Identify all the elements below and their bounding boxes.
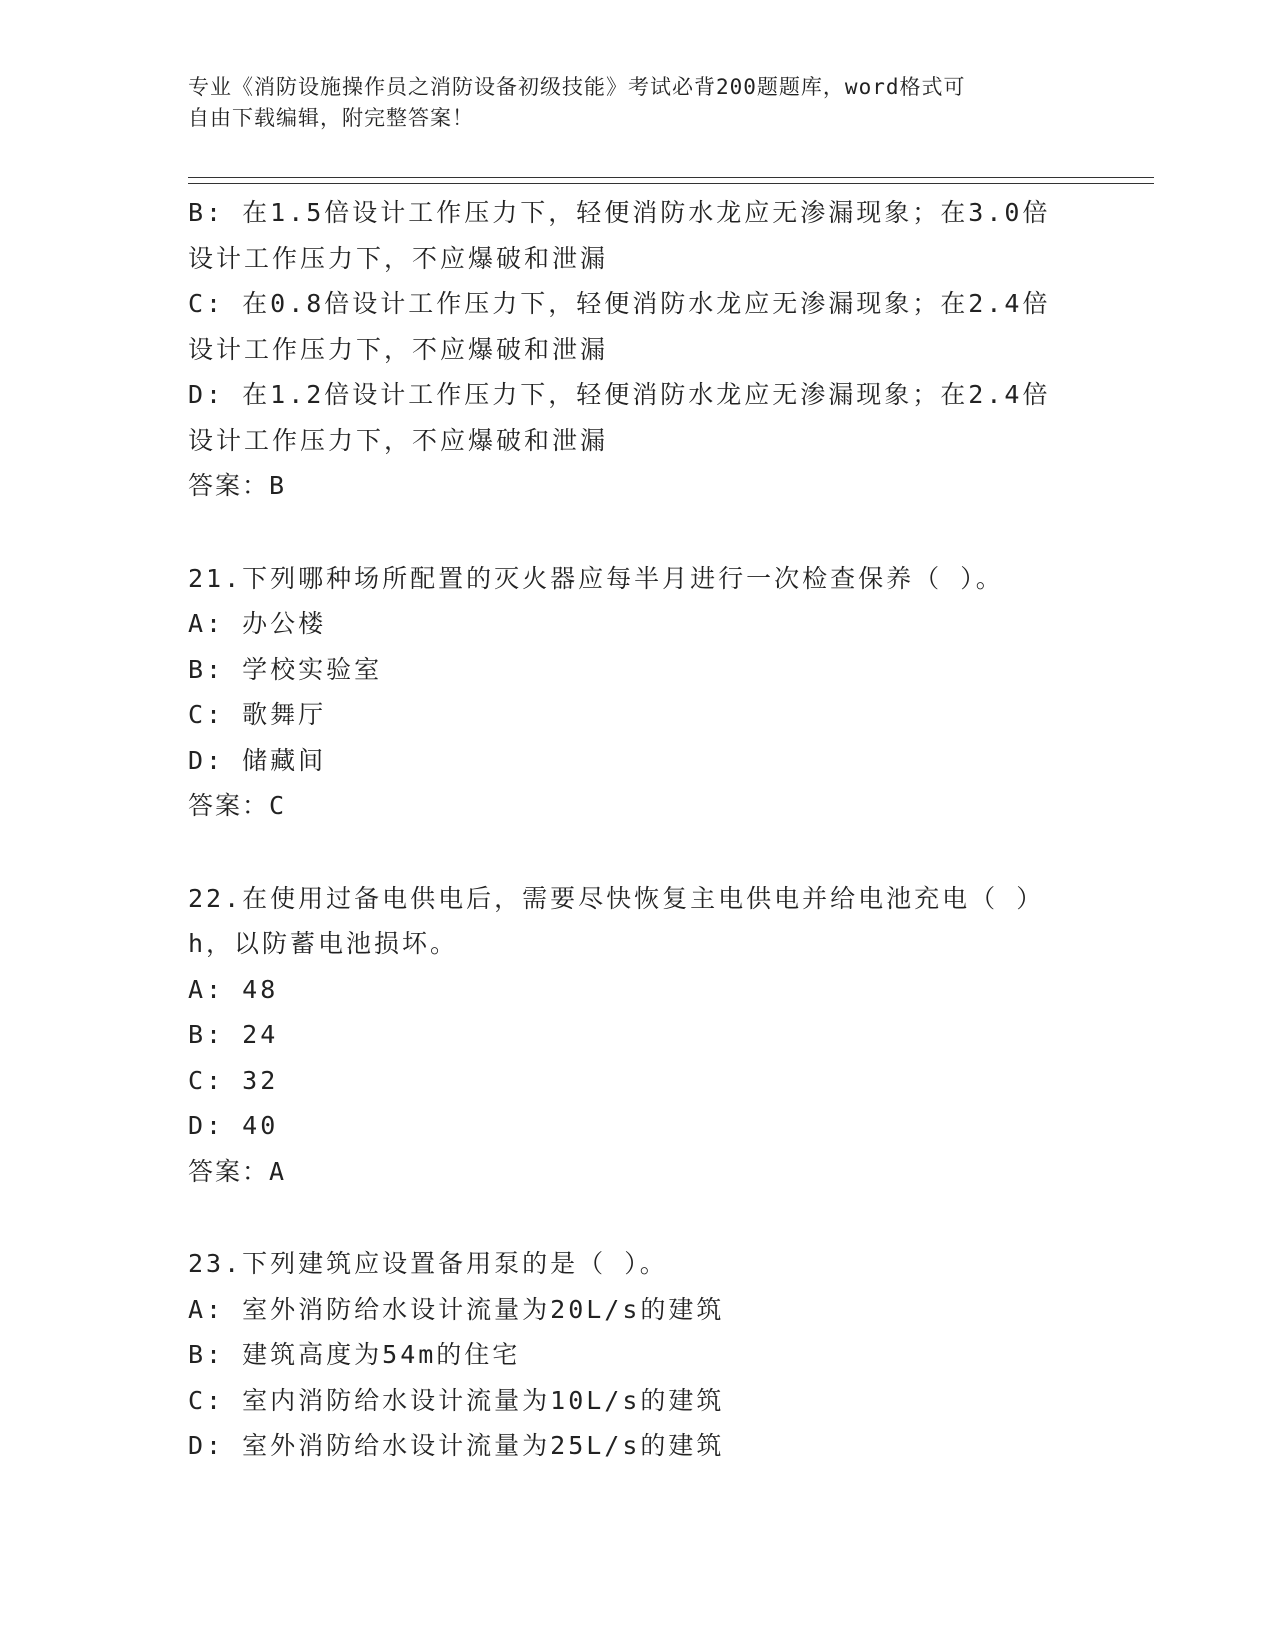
question-23: [188, 1241, 1088, 1469]
q22-option-d: D: 40: [188, 1111, 279, 1140]
q20-option-b-line-1: B: 在1.5倍设计工作压力下，轻便消防水龙应无渗漏现象；在3.0倍: [188, 198, 1051, 227]
q22-answer: 答案：A: [188, 1156, 287, 1186]
document-header: [188, 72, 1068, 134]
spacer: [188, 1194, 1088, 1241]
question-21: [188, 556, 1088, 829]
header-title-line-2: 自由下载编辑，附完整答案！: [188, 106, 474, 130]
q21-option-a: A: 办公楼: [188, 609, 327, 638]
q21-option-c: C: 歌舞厅: [188, 700, 327, 729]
header-divider-top: [188, 177, 1154, 178]
q21-option-b: B: 学校实验室: [188, 654, 383, 684]
q20-option-b-line-2: 设计工作压力下，不应爆破和泄漏: [188, 243, 609, 273]
header-title-line-1: 专业《消防设施操作员之消防设备初级技能》考试必背200题题库，word格式可: [188, 75, 966, 99]
q20-option-d-line-1: D: 在1.2倍设计工作压力下，轻便消防水龙应无渗漏现象；在2.4倍: [188, 380, 1051, 409]
question-20-tail: [188, 190, 1088, 509]
q23-option-c: C: 室内消防给水设计流量为10L/s的建筑: [188, 1385, 725, 1415]
q20-option-d-line-2: 设计工作压力下，不应爆破和泄漏: [188, 425, 609, 455]
q21-answer: 答案：C: [188, 791, 287, 820]
q22-stem-line-2: h，以防蓄电池损坏。: [188, 929, 459, 958]
q22-option-c: C: 32: [188, 1065, 279, 1095]
spacer: [188, 509, 1088, 556]
q23-option-d: D: 室外消防给水设计流量为25L/s的建筑: [188, 1431, 725, 1460]
q22-option-a: A: 48: [188, 974, 279, 1004]
q20-answer: 答案：B: [188, 471, 287, 500]
q20-option-c-line-1: C: 在0.8倍设计工作压力下，轻便消防水龙应无渗漏现象；在2.4倍: [188, 289, 1051, 318]
question-content: [188, 190, 1088, 1469]
spacer: [188, 829, 1088, 876]
header-divider-bottom: [188, 183, 1154, 184]
q23-option-a: A: 室外消防给水设计流量为20L/s的建筑: [188, 1294, 725, 1324]
q21-option-d: D: 储藏间: [188, 745, 327, 775]
q23-option-b: B: 建筑高度为54m的住宅: [188, 1340, 521, 1369]
question-22: [188, 876, 1088, 1195]
q22-stem-line-1: 22.在使用过备电供电后，需要尽快恢复主电供电并给电池充电（ ）: [188, 883, 1045, 913]
q20-option-c-line-2: 设计工作压力下，不应爆破和泄漏: [188, 334, 609, 364]
q21-stem: 21.下列哪种场所配置的灭火器应每半月进行一次检查保养（ ）。: [188, 563, 1004, 593]
q23-stem: 23.下列建筑应设置备用泵的是（ ）。: [188, 1249, 668, 1278]
q22-option-b: B: 24: [188, 1020, 279, 1049]
